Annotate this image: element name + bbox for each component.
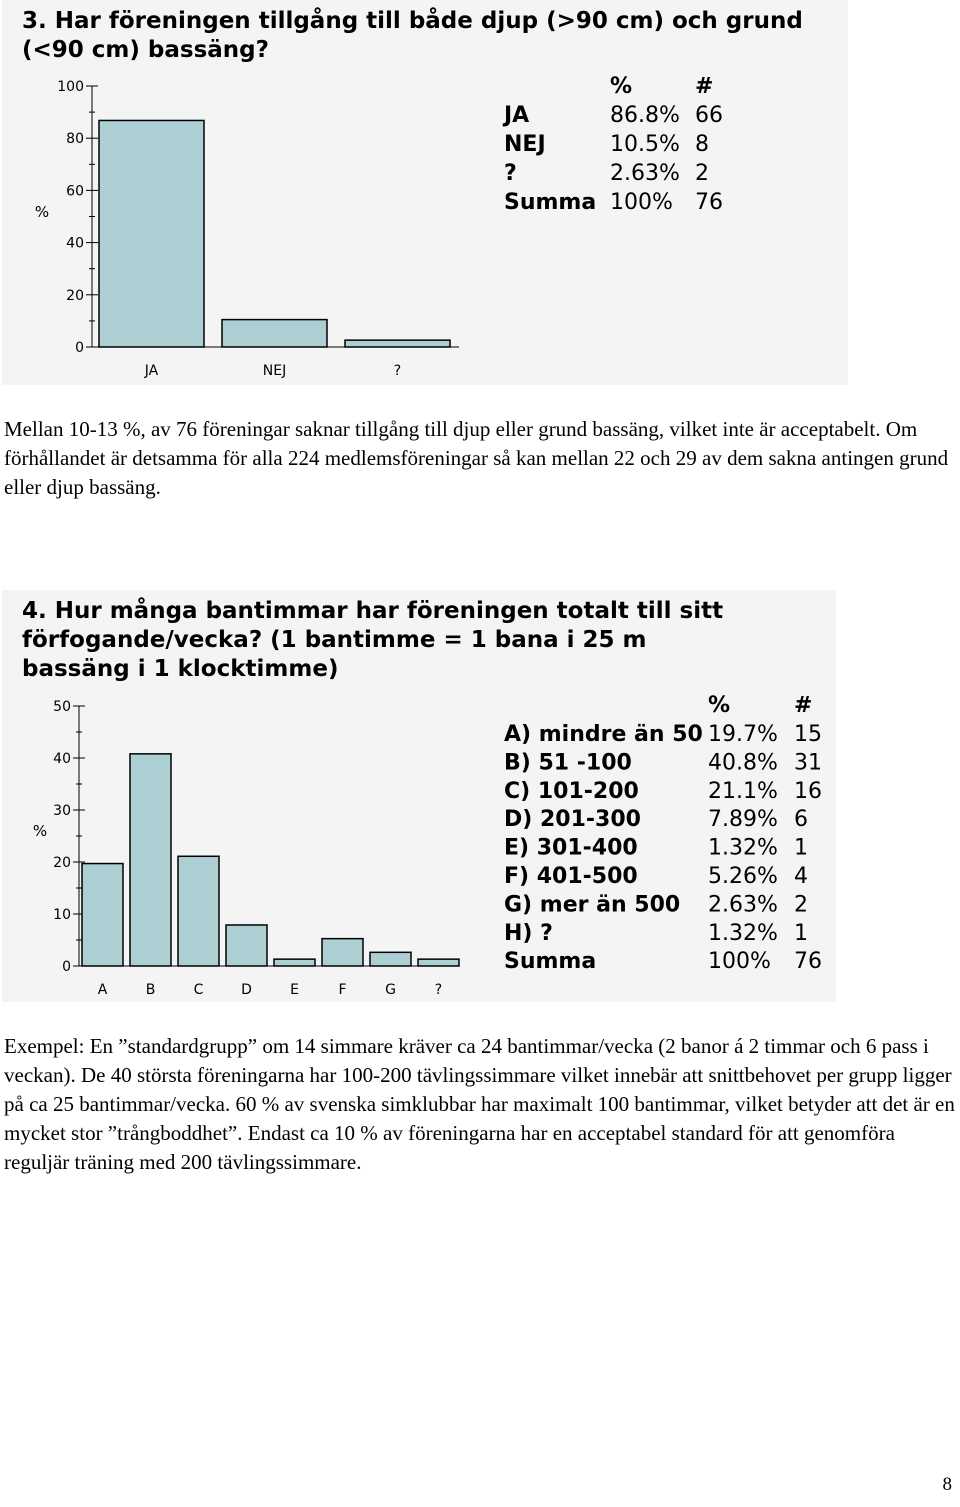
table-row-label: NEJ: [504, 132, 546, 157]
table-cell-percent: 86.8%: [610, 103, 680, 128]
table-cell-percent: 5.26%: [708, 864, 778, 889]
x-tick-label: ?: [434, 982, 443, 998]
table-header: %: [610, 74, 633, 99]
table-cell-percent: 10.5%: [610, 132, 680, 157]
y-tick-label: 80: [66, 131, 84, 148]
y-tick-label: 30: [53, 803, 71, 819]
y-axis-label: %: [34, 203, 50, 221]
y-tick-label: 60: [66, 183, 84, 200]
y-tick-label: 40: [53, 751, 71, 767]
x-tick-label: B: [145, 982, 156, 998]
table-cell-count: 1: [794, 835, 808, 861]
table-header: %: [708, 693, 731, 718]
table-row-label: C) 101-200: [504, 778, 639, 804]
page-number: 8: [942, 1474, 952, 1495]
table-cell-count: 15: [794, 722, 822, 747]
table-cell-percent: 1.32%: [708, 920, 778, 946]
table-cell-count: 8: [695, 132, 709, 157]
table-cell-percent: 40.8%: [708, 750, 778, 776]
paragraph-pool-access: Mellan 10-13 %, av 76 föreningar saknar tillgång till djup eller grund bassäng, vilket inte är acceptabelt. Om förhållandet är detsamma för alla 224 medlemsföreningar så kan mellan 22 och 29 av dem sakna antingen grund eller djup bassäng.: [4, 417, 949, 499]
bar: [418, 959, 459, 966]
table-cell-percent: 2.63%: [610, 161, 680, 186]
table-row-label: H) ?: [504, 920, 553, 946]
chart-title: 3. Har föreningen tillgång till både djup (>90 cm) och grund (<90 cm) bassäng?: [22, 8, 803, 63]
table-row-label: Summa: [504, 949, 597, 975]
x-tick-label: D: [241, 982, 252, 998]
y-tick-label: 10: [53, 907, 71, 923]
bar: [322, 939, 363, 966]
table-row-label: A) mindre än 50: [504, 722, 703, 747]
table-row-label: D) 201-300: [504, 807, 641, 833]
x-tick-label: F: [338, 982, 347, 998]
table-cell-percent: 2.63%: [708, 892, 778, 918]
chart-lane-hours: [2, 590, 836, 1002]
table-header: #: [695, 74, 714, 99]
table-cell-count: 4: [794, 864, 808, 889]
paragraph-lane-hours: Exempel: En ”standardgrupp” om 14 simmare kräver ca 24 bantimmar/vecka (2 banor á 2 timmar och 6 pass i veckan). De 40 största föreningarna har 100-200 tävlingssimmare vilket innebär att snittbehovet per grupp ligger på ca 25 bantimmar/vecka. 60 % av svenska simklubbar har maximalt 100 bantimmar, vilket betyder att det är en mycket stor ”trångboddhet”. Endast ca 10 % av föreningarna har en acceptabel standard för att genomföra reguljär träning med 200 tävlingssimmare.: [4, 1034, 955, 1174]
y-axis-label: %: [32, 822, 48, 840]
bar: [222, 320, 327, 347]
table-cell-count: 6: [794, 807, 808, 833]
table-cell-count: 76: [794, 949, 822, 975]
table-cell-count: 66: [695, 103, 723, 128]
table-row-label: E) 301-400: [504, 835, 638, 861]
table-cell-count: 31: [794, 750, 822, 776]
table-row-label: ?: [504, 161, 517, 186]
table-cell-count: 16: [794, 778, 822, 804]
bar: [178, 856, 219, 966]
table-row-label: F) 401-500: [504, 864, 638, 889]
table-cell-percent: 100%: [610, 190, 673, 215]
table-cell-count: 76: [695, 190, 723, 215]
bar: [345, 340, 450, 347]
table-row-label: Summa: [504, 190, 597, 215]
chart-pool-access: [2, 0, 848, 385]
table-row-label: JA: [504, 103, 530, 128]
y-tick-label: 50: [53, 699, 71, 715]
table-header: #: [794, 693, 813, 718]
table-cell-percent: 7.89%: [708, 807, 778, 833]
bar: [370, 952, 411, 966]
x-tick-label: G: [385, 982, 396, 998]
y-tick-label: 40: [66, 235, 84, 252]
bar: [226, 925, 267, 966]
x-tick-label: NEJ: [262, 363, 287, 379]
table-cell-percent: 19.7%: [708, 722, 778, 747]
bar: [99, 120, 204, 347]
x-tick-label: C: [193, 982, 204, 998]
bar: [82, 864, 123, 966]
table-cell-percent: 21.1%: [708, 778, 778, 804]
chart-title: 4. Hur många bantimmar har föreningen totalt till sitt förfogande/vecka? (1 bantimme = 1 bana i 25 m bassäng i 1 klocktimme): [22, 598, 724, 682]
x-tick-label: E: [290, 982, 299, 998]
y-tick-label: 100: [57, 79, 84, 95]
y-tick-label: 0: [62, 959, 71, 975]
table-cell-count: 2: [695, 161, 709, 186]
table-cell-count: 2: [794, 892, 808, 918]
bar: [130, 754, 171, 966]
table-cell-percent: 1.32%: [708, 835, 778, 861]
x-tick-label: JA: [144, 363, 159, 379]
table-cell-count: 1: [794, 920, 808, 946]
x-tick-label: A: [97, 982, 108, 998]
y-tick-label: 20: [66, 287, 84, 304]
table-row-label: G) mer än 500: [504, 892, 681, 918]
x-tick-label: ?: [393, 363, 402, 379]
y-tick-label: 0: [75, 340, 84, 356]
bar: [274, 959, 315, 966]
y-tick-label: 20: [53, 855, 71, 871]
table-cell-percent: 100%: [708, 949, 771, 975]
table-row-label: B) 51 -100: [504, 750, 632, 776]
